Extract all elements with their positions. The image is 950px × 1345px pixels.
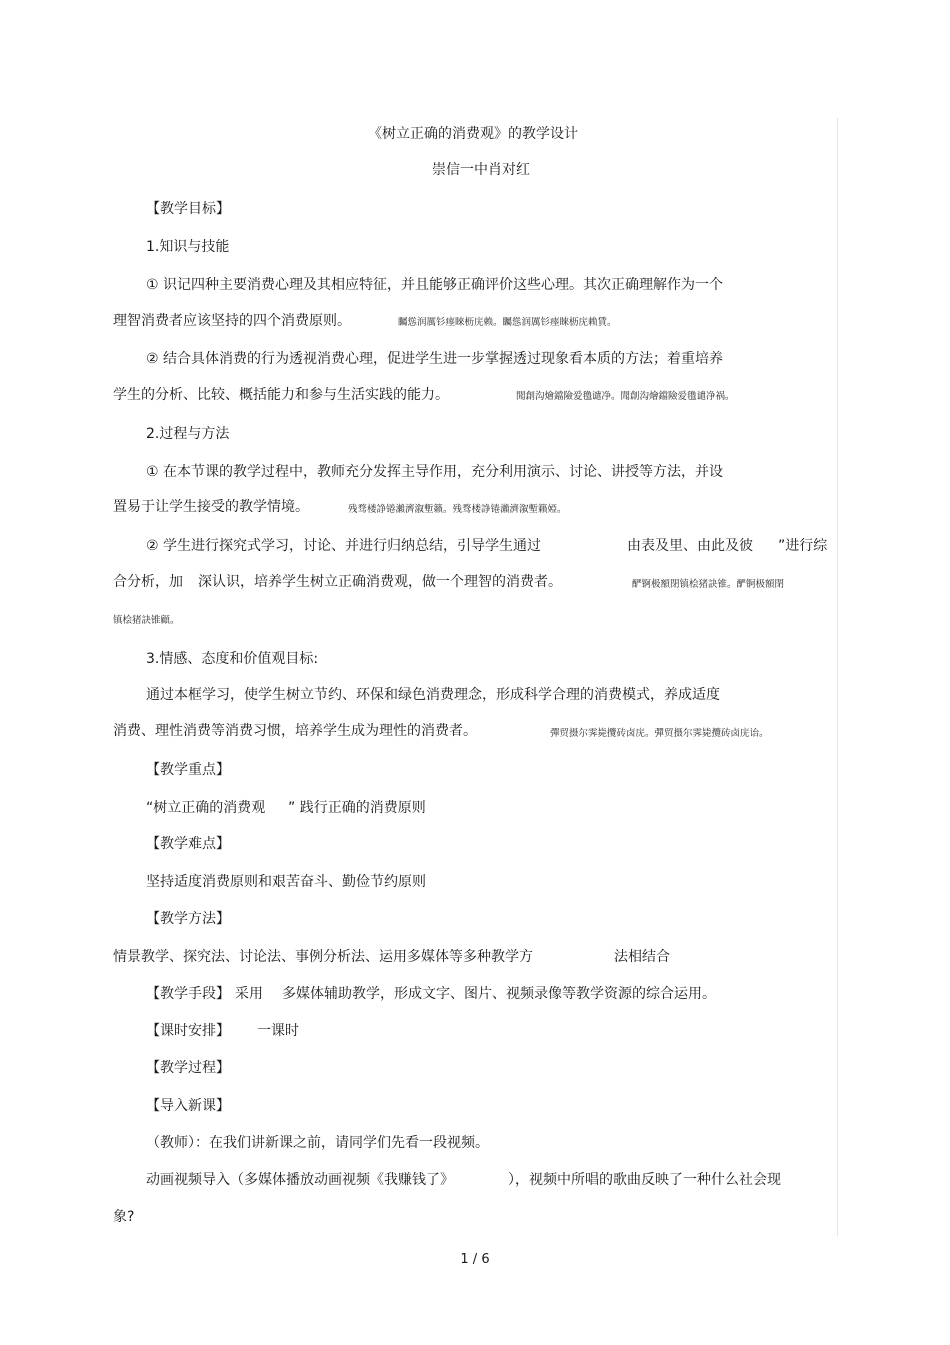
- key-points-heading: 【教学重点】: [146, 762, 230, 778]
- intro-heading: 【导入新课】: [146, 1098, 230, 1114]
- paragraph-1-line-2: 理智消费者应该坚持的四个消费原则。: [113, 313, 351, 329]
- difficulty-heading: 【教学难点】: [146, 836, 230, 852]
- paragraph-2-note: 聞創沟燴鐺險爱氇谴净。聞創沟燴鐺險爱氇谴净祸。: [516, 391, 735, 402]
- paragraph-3-note: 残骛楼諍锩瀨濟溆塹籟。残骛楼諍锩瀨濟溆塹籟婭。: [348, 504, 567, 515]
- video-line-2: 象?: [113, 1209, 135, 1225]
- paragraph-5-line-1: 通过本框学习，使学生树立节约、环保和绿色消费理念，形成科学合理的消费模式，养成适度: [146, 687, 720, 703]
- paragraph-1-note: 矚慫润厲钐瘗睞枥庑赖。矚慫润厲钐瘗睞枥庑赖賃。: [398, 317, 617, 328]
- paragraph-4-line-1b: 由表及里、由此及彼: [627, 538, 753, 554]
- paragraph-4-line-2b: 深认识，培养学生树立正确消费观，做一个理智的消费者。: [198, 574, 562, 590]
- key-points-text-a: “树立正确的消费观: [146, 800, 266, 816]
- goals-heading: 【教学目标】: [146, 201, 230, 217]
- method-text-a: 情景教学、探究法、讨论法、事例分析法、运用多媒体等多种教学方: [113, 949, 533, 965]
- method-heading: 【教学方法】: [146, 911, 230, 927]
- paragraph-4-line-2a: 合分析，加: [113, 574, 183, 590]
- paragraph-4-note-a: 酽锕极額閉镇桧猪訣锥。酽锕极額閉: [632, 579, 785, 590]
- paragraph-4-note-b: 镇桧猪訣锥顧。: [113, 615, 180, 626]
- video-line-1b: ），视频中所唱的歌曲反映了一种什么社会现: [508, 1172, 781, 1188]
- doc-title: 《树立正确的消费观》的教学设计: [368, 126, 578, 142]
- section-2-heading: 2.过程与方法: [146, 426, 230, 442]
- doc-author: 崇信一中肖对红: [432, 162, 530, 178]
- means-text-b: 多媒体辅助教学，形成文字、图片、视频录像等教学资源的综合运用。: [282, 986, 716, 1002]
- method-text-b: 法相结合: [614, 949, 670, 965]
- paragraph-5-note: 彈贸摄尔霁毙攬砖卤庑。彈贸摄尔霁毙攬砖卤庑诒。: [550, 728, 769, 739]
- page-number: 1 / 6: [460, 1252, 490, 1267]
- process-heading: 【教学过程】: [146, 1060, 230, 1076]
- difficulty-text: 坚持适度消费原则和艰苦奋斗、勤俭节约原则: [146, 874, 426, 890]
- section-1-heading: 1.知识与技能: [146, 239, 230, 255]
- paragraph-4-line-1a: ② 学生进行探究式学习，讨论、并进行归纳总结，引导学生通过: [146, 538, 541, 554]
- means-heading: 【教学手段】: [146, 986, 230, 1002]
- paragraph-5-line-2: 消费、理性消费等消费习惯，培养学生成为理性的消费者。: [113, 723, 477, 739]
- paragraph-3-line-1: ① 在本节课的教学过程中，教师充分发挥主导作用，充分利用演示、讨论、讲授等方法，并设: [146, 464, 723, 480]
- video-line-1a: 动画视频导入（多媒体播放动画视频《我赚钱了》: [146, 1172, 454, 1188]
- paragraph-2-line-1: ② 结合具体消费的行为透视消费心理，促进学生进一步掌握透过现象看本质的方法；着重培养: [146, 351, 723, 367]
- hours-text: 一课时: [257, 1023, 299, 1039]
- paragraph-3-line-2: 置易于让学生接受的教学情境。: [113, 499, 309, 515]
- teacher-text: （教师）：在我们讲新课之前，请同学们先看一段视频。: [146, 1135, 489, 1151]
- paragraph-1-line-1: ① 识记四种主要消费心理及其相应特征，并且能够正确评价这些心理。其次正确理解作为一个: [146, 277, 723, 293]
- key-points-text-b: ” 践行正确的消费原则: [288, 800, 426, 816]
- margin-rule: [837, 118, 838, 1236]
- hours-heading: 【课时安排】: [146, 1023, 230, 1039]
- means-text-a: 采用: [235, 986, 263, 1002]
- paragraph-2-line-2: 学生的分析、比较、概括能力和参与生活实践的能力。: [113, 387, 449, 403]
- paragraph-4-line-1c: ”进行综: [778, 538, 828, 554]
- section-3-heading: 3.情感、态度和价值观目标:: [146, 651, 319, 667]
